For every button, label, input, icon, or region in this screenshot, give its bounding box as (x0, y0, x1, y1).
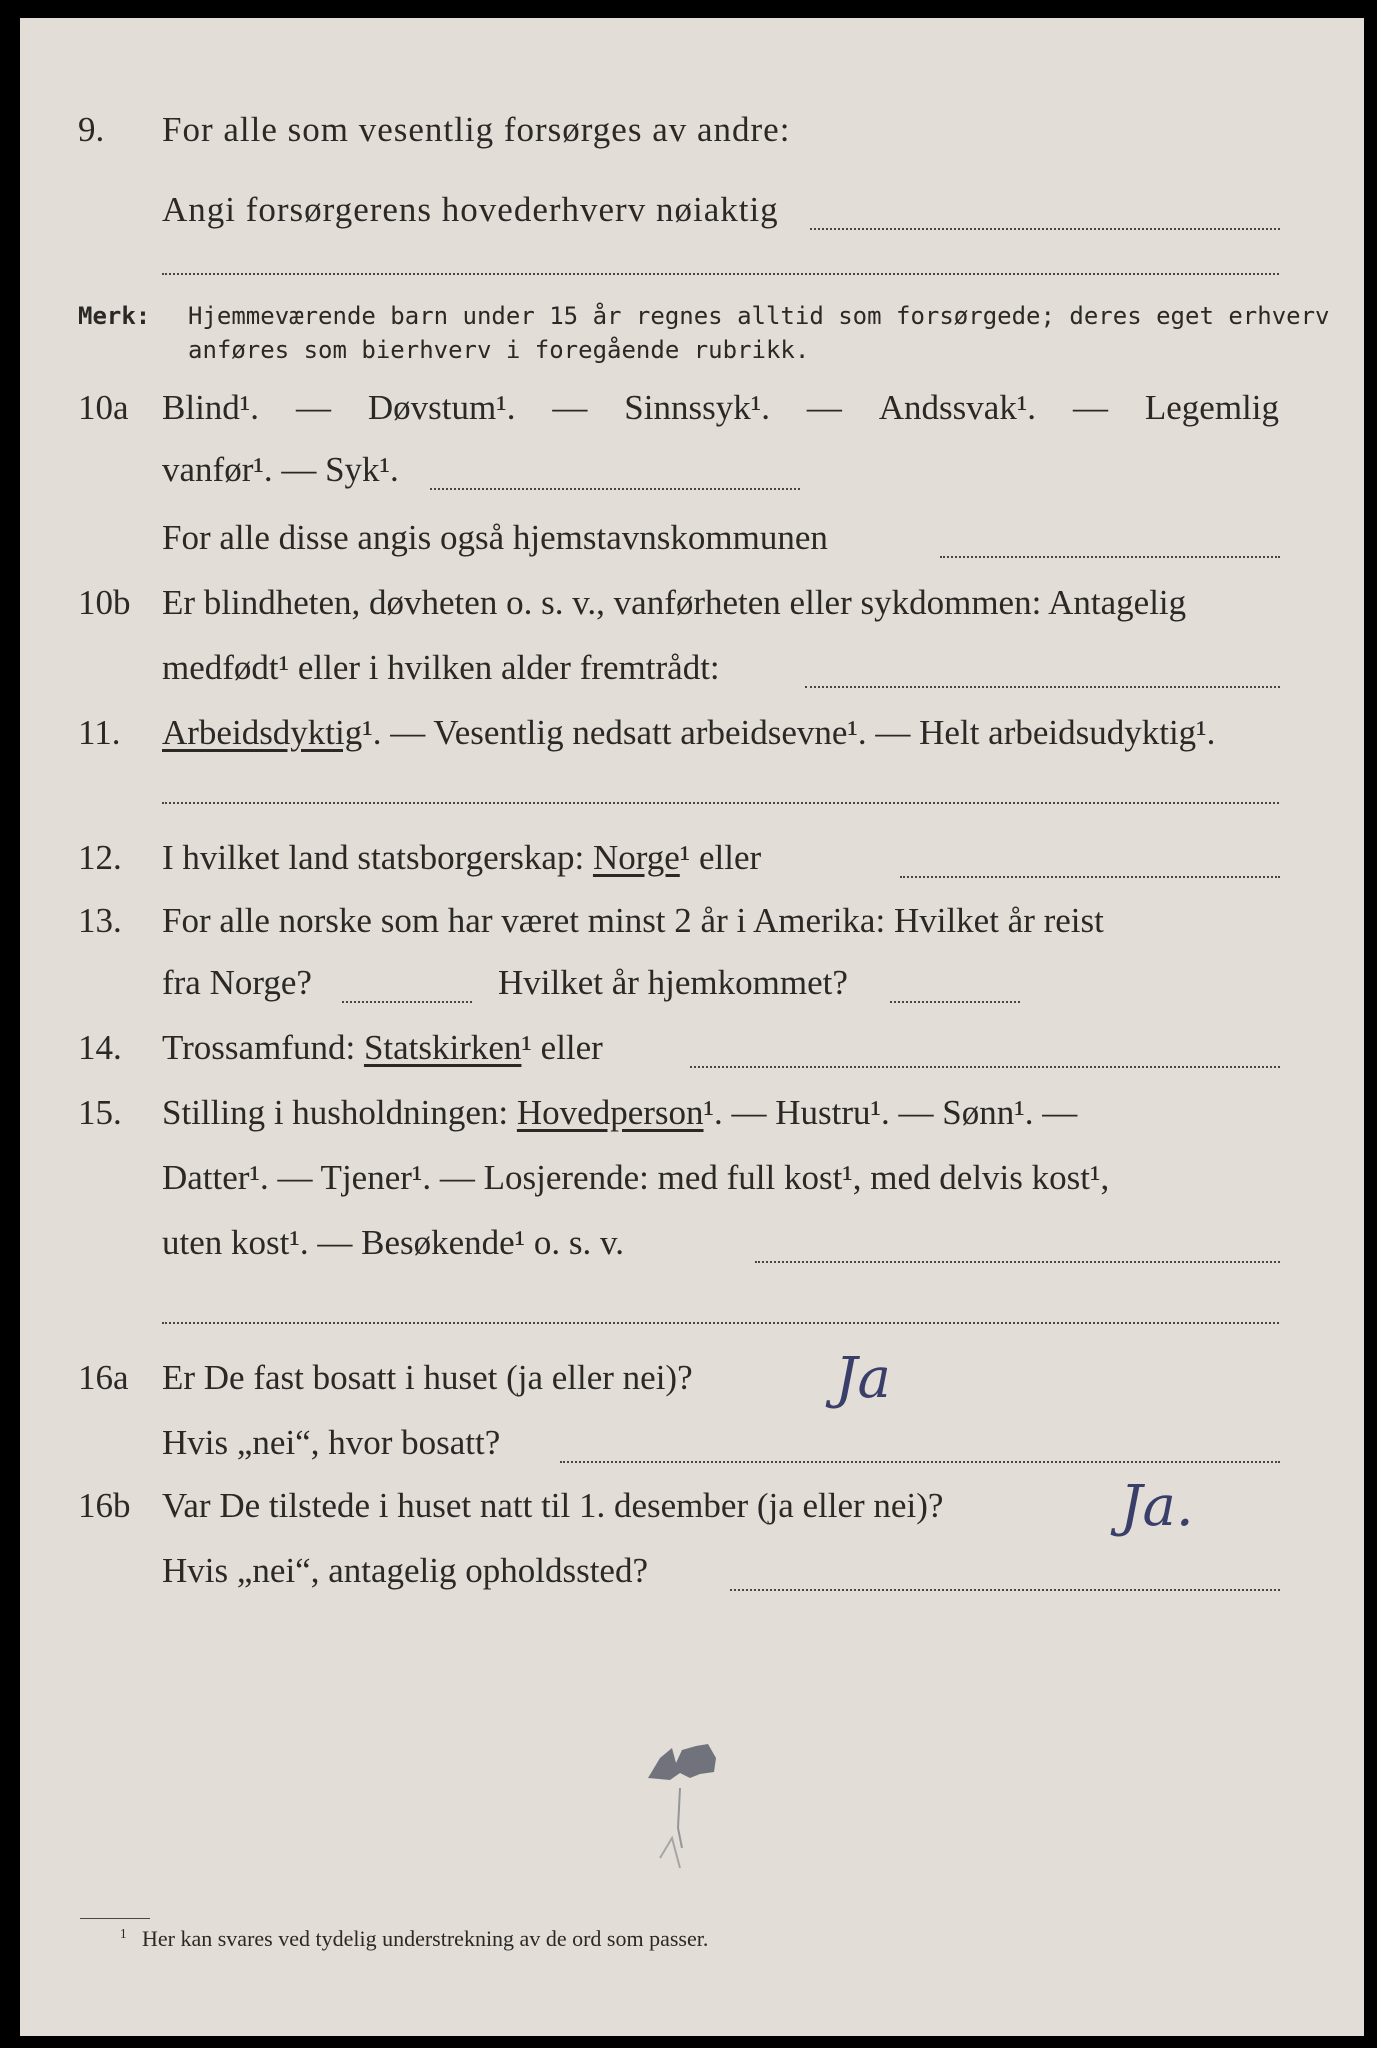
question-text: uten kost¹. — Besøkende¹ o. s. v. (162, 1223, 625, 1262)
question-number: 14. (78, 1028, 122, 1067)
handwritten-answer: Ja (835, 1346, 891, 1411)
question-16b (20, 1474, 1364, 1539)
answer-line[interactable] (940, 556, 1280, 558)
answer-line[interactable] (890, 1001, 1020, 1003)
question-10a (20, 388, 1364, 438)
answer-line[interactable] (162, 273, 1279, 275)
question-11 (20, 713, 1364, 763)
question-16a-line-2 (20, 1423, 1364, 1473)
question-text: Stilling i husholdningen: Hovedperson¹. — Hustru¹. — Sønn¹. — (162, 1093, 1078, 1132)
question-9-line-2 (20, 190, 1364, 240)
question-text: Var De tilstede i huset natt til 1. desember (ja eller nei)? (162, 1486, 944, 1525)
answer-line[interactable] (730, 1589, 1280, 1591)
question-text: For alle norske som har været minst 2 år i Amerika: Hvilket år reist (162, 901, 1104, 940)
underlined-answer: Hovedperson (516, 1093, 704, 1132)
question-text: I hvilket land statsborgerskap: Norge¹ eller (162, 838, 762, 877)
ink-smudge (620, 1718, 760, 1908)
question-number: 10b (78, 583, 131, 622)
question-text: Angi forsørgerens hovederhverv nøiaktig (162, 190, 779, 229)
answer-line[interactable] (690, 1066, 1280, 1068)
answer-line[interactable] (430, 488, 800, 490)
question-text: vanfør¹. — Syk¹. (162, 450, 399, 489)
answer-line[interactable] (162, 802, 1279, 804)
question-text: Hvis „nei“, hvor bosatt? (162, 1423, 501, 1462)
question-text: Er De fast bosatt i huset (ja eller nei)? (162, 1358, 693, 1397)
merk-text: anføres som bierhverv i foregående rubrikk. (188, 336, 810, 364)
question-text: Hvilket år hjemkommet? (498, 963, 848, 1002)
question-number: 11. (78, 713, 121, 752)
question-text: Datter¹. — Tjener¹. — Losjerende: med full kost¹, med delvis kost¹, (162, 1158, 1110, 1197)
answer-line[interactable] (755, 1261, 1280, 1263)
question-text: fra Norge? (162, 963, 312, 1002)
question-15-line-2 (20, 1158, 1364, 1208)
answer-line[interactable] (805, 686, 1280, 688)
answer-line[interactable] (810, 228, 1280, 230)
answer-line[interactable] (900, 876, 1280, 878)
question-16a (20, 1346, 1364, 1411)
question-number: 16a (78, 1358, 129, 1397)
answer-line[interactable] (162, 1322, 1279, 1324)
question-text: Hvis „nei“, antagelig opholdssted? (162, 1551, 648, 1590)
question-text: Trossamfund: Statskirken¹ eller (162, 1028, 603, 1067)
question-text: medfødt¹ eller i hvilken alder fremtrådt: (162, 648, 720, 687)
question-13-line-2 (20, 963, 1364, 1013)
question-16b-line-2 (20, 1551, 1364, 1601)
question-10b-line-2 (20, 648, 1364, 698)
merk-label: Merk: (78, 302, 151, 330)
merk-text: Hjemmeværende barn under 15 år regnes alltid som forsørgede; deres eget erhverv (188, 302, 1330, 330)
question-text: Er blindheten, døvheten o. s. v., vanførheten eller sykdommen: Antagelig (162, 583, 1187, 622)
underlined-answer: Norge (592, 838, 680, 877)
question-number: 10a (78, 388, 129, 427)
question-9 (20, 110, 1364, 160)
footnote-mark: 1 (120, 1926, 127, 1941)
question-text: For alle disse angis også hjemstavnskommunen (162, 518, 828, 557)
question-text: Blind¹. — Døvstum¹. — Sinnssyk¹. — Andssvak¹. — Legemlig (162, 388, 1279, 427)
footnote-rule (80, 1918, 150, 1919)
footnote-text: Her kan svares ved tydelig understrekning av de ord som passer. (142, 1926, 709, 1951)
question-number: 15. (78, 1093, 122, 1132)
question-text: For alle som vesentlig forsørges av andre: (162, 110, 791, 149)
question-text: Arbeidsdyktig¹. — Vesentlig nedsatt arbeidsevne¹. — Helt arbeidsudyktig¹. (162, 713, 1216, 752)
question-15-line-3 (20, 1223, 1364, 1273)
question-14 (20, 1028, 1364, 1078)
question-10b (20, 583, 1364, 633)
question-15 (20, 1093, 1364, 1143)
question-number: 9. (78, 110, 105, 149)
question-12 (20, 838, 1364, 888)
answer-line[interactable] (342, 1001, 472, 1003)
census-form-page (20, 18, 1364, 2036)
question-number: 16b (78, 1486, 131, 1525)
answer-line[interactable] (560, 1461, 1280, 1463)
handwritten-answer: Ja. (1120, 1474, 1194, 1539)
question-number: 12. (78, 838, 122, 877)
question-number: 13. (78, 901, 122, 940)
underlined-answer: Statskirken (363, 1028, 522, 1067)
question-13 (20, 901, 1364, 951)
question-10a-line-2 (20, 450, 1364, 500)
underlined-answer: Arbeidsdyktig (162, 713, 363, 752)
question-10a-line-3 (20, 518, 1364, 568)
